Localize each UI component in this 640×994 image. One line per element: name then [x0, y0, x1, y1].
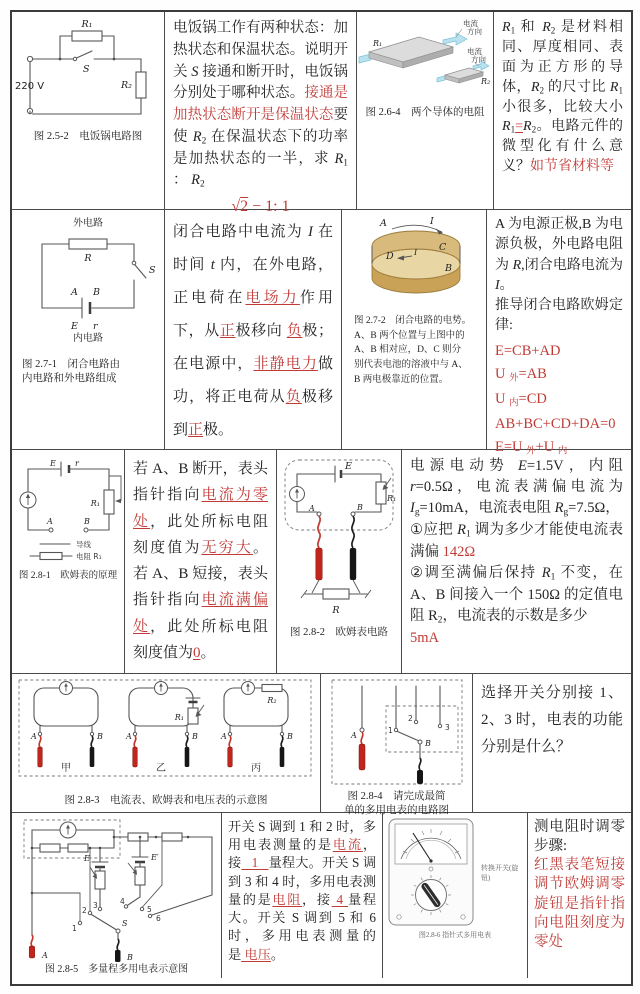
- internal-r-label: r: [75, 459, 79, 468]
- point-c-label: C: [439, 242, 447, 253]
- figure-caption: 图 2.7-1 闭合电路由 内电路和外电路组成: [22, 359, 120, 385]
- contact-2-label: 2: [81, 906, 87, 915]
- ohmmeter-circuit-diagram: [279, 454, 399, 624]
- cell-fig-2-6-4: [356, 12, 493, 209]
- legend-resistor-label: 电阻 R₁: [76, 552, 102, 561]
- red-probe: [29, 946, 35, 958]
- terminal-b-label: B: [357, 503, 363, 512]
- analog-multimeter-image: [385, 817, 477, 929]
- probe-jack: [461, 915, 465, 919]
- knob-side-label: 转换开关(旋钮): [481, 864, 519, 882]
- r1-label: R₁: [387, 494, 397, 503]
- point-a-label: A: [380, 218, 387, 229]
- probe-a-label: A: [41, 951, 48, 960]
- contact-1-label: 1: [71, 924, 77, 933]
- terminal-b-label: B: [84, 517, 90, 526]
- ohmmeter-problem-text: 电源电动势 E=1.5V，内阻 r=0.5Ω，电流表满偏电流为 Ig=10mA，电流表电阻 Rg=7.5Ω， ①应把 R1 调为多少才能使电流表满偏 142Ω ②调至满偏后保持 R1 不变，在 A、B 间接入一个 150Ω 的定值电阻 R2，电流表的示数是多少 5mA: [410, 458, 624, 647]
- emf-label: E: [345, 461, 352, 472]
- current-dir-label-2a: 电流: [467, 47, 482, 56]
- derivation-line-3: U 内=CD: [495, 391, 547, 409]
- point-d-label: D: [386, 251, 394, 262]
- cell-fig-2-8-4: [320, 674, 472, 817]
- r1-label: R₁: [90, 499, 100, 508]
- ohmmeter-scale-text: 若 A、B 断开，表头指针指向电流为零处，此处所标电阻刻度值为无穷大。若 A、B 短接，表头指针指向电流满偏处，此处所标电阻刻度值为0。: [133, 461, 268, 661]
- two-conductors-diagram: [359, 16, 491, 104]
- cell-fig-2-8-1: [12, 450, 124, 673]
- simple-multimeter-circuit-diagram: [329, 678, 465, 788]
- terminal-b-label: B: [93, 287, 100, 298]
- cell-closed-circuit-text: [164, 210, 341, 449]
- black-probe: [115, 950, 121, 962]
- cell-selector-question: [472, 674, 631, 812]
- unit-jia-label: 甲: [61, 763, 71, 774]
- outer-circuit-label: 外电路: [73, 218, 103, 229]
- cell-fig-2-7-1: [12, 210, 164, 449]
- probe-b-label: B: [126, 953, 133, 962]
- cell-conductors-question: [493, 12, 631, 209]
- battery-e-label: E: [83, 854, 90, 863]
- figure-caption: 图 2.8-4 请完成最简 单的多用电表的电路图: [344, 791, 449, 817]
- red-probe: [359, 744, 365, 770]
- emf-label: E: [71, 321, 78, 332]
- cell-fig-2-8-3: [12, 674, 320, 812]
- r2-label: R₂: [267, 696, 277, 705]
- cell-fig-2-5-2: [12, 12, 164, 209]
- cell-multimeter-switch-text: [221, 813, 382, 978]
- legend-wire-label: 导线: [76, 540, 91, 549]
- cell-cooker-question: [164, 12, 356, 215]
- terminal-a-label: A: [350, 731, 357, 740]
- cell-fig-2-7-2: [341, 210, 486, 449]
- terminal-b-label: B: [97, 732, 103, 741]
- terminal-a-label: A: [71, 287, 78, 298]
- cell-fig-2-8-5: [12, 813, 221, 978]
- contact-1-label: 1: [387, 726, 393, 735]
- derivation-line-2: U 外=AB: [495, 365, 547, 384]
- cell-ohmmeter-text: [124, 450, 276, 673]
- cooker-question-text: 电饭锅工作有两种状态：加热状态和保温状态。说明开关 S 接通和断开时，电饭锅分别处于哪种状态。接通是加热状态断开是保温状态要使 R2 在保温状态下的功率是加热状态的一半，求 R1 ： R2: [173, 20, 349, 190]
- unit-yi-label: 乙: [156, 763, 166, 774]
- r1-label: R₁: [373, 39, 383, 48]
- resistor-r-label: R: [84, 253, 92, 264]
- cell-fig-2-8-2: [276, 450, 401, 673]
- figure-caption: 图 2.8-2 欧姆表电路: [290, 627, 388, 638]
- contact-2-label: 2: [407, 714, 413, 723]
- current-i2-label: I: [414, 248, 418, 257]
- contact-3-label: 3: [92, 901, 98, 910]
- terminal-b-label: B: [192, 732, 198, 741]
- r1-label: R₁: [174, 713, 184, 722]
- current-dir-label-2b: 方向: [471, 55, 486, 64]
- closed-circuit-text: 闭合电路中电流为 I 在时间 t 内，在外电路，正电荷在电场力作用下，从正极移向 负极；在电源中，非静电力做功，将正电荷从负极移到正极。: [173, 224, 333, 438]
- inner-circuit-label: 内电路: [73, 333, 103, 344]
- contact-3-label: 3: [444, 723, 450, 732]
- derivation-line-5: E=U 外+U 内: [495, 439, 568, 457]
- derivation-intro: A 为电源正极,B 为电源负极，外电路电阻为 R,闭合电路电流为 I。 推导闭合电路欧姆定律:: [495, 217, 624, 334]
- contact-5-label: 5: [146, 905, 152, 914]
- probe-jack: [397, 915, 401, 919]
- contact-6-label: 6: [155, 914, 161, 923]
- derivation-line-4: AB+BC+CD+DA=0: [495, 416, 616, 433]
- cell-ohm-law-derivation: [486, 210, 631, 457]
- table-row: [12, 12, 631, 215]
- switch-label: S: [149, 265, 156, 276]
- terminal-a-label: A: [47, 517, 53, 526]
- point-b-label: B: [445, 263, 452, 274]
- notes-table: [10, 10, 633, 986]
- current-i-label: I: [430, 216, 434, 227]
- selector-question-text: 选择开关分别接 1、2、3 时，电表的功能分别是什么？: [481, 685, 623, 755]
- figure-caption: 图 2.5-2 电饭锅电路图: [33, 131, 143, 142]
- black-probe: [350, 548, 356, 580]
- switch-s-label: S: [121, 919, 127, 928]
- table-row: [12, 449, 631, 673]
- cell-fig-2-8-6: [382, 813, 527, 978]
- answer-formula: √2 − 1: 1: [231, 198, 290, 215]
- figure-caption: 图 2.6-4 两个导体的电阻: [365, 107, 485, 118]
- r2-label: R₂: [481, 77, 491, 86]
- conductors-question-text: R1 和 R2 是材料相同、厚度相同、表面为正方形的导体，R2 的尺寸比 R1 小很多，比较大小 R1=R2。电路元件的微型化有什么意义？如节省材料等: [502, 20, 624, 175]
- emf-label: E: [50, 459, 56, 468]
- figure-caption: 图 2.7-2 闭合电路的电势。 A、B 两个位置与上图中的 A、B 相对应，D、C 则分 别代表电池的溶液中与 A、 B 两电极靠近的位置。: [354, 316, 472, 385]
- switch-label: S: [83, 64, 90, 75]
- unit-bing-label: 丙: [251, 763, 261, 774]
- multimeter-switch-text: 开关 S 调到 1 和 2 时，多用电表测量的是电流，接 1 量程大。开关 S 调到 3 和 4 时，多用电表测量的是电阻，接 4 量程大。开关 S 调到 5 和 6 时，多用电表测量的是 电压。: [228, 819, 377, 962]
- voltage-label: 220 V: [15, 81, 45, 92]
- zero-adjust-steps-text: 红黑表笔短接调节欧姆调零旋钮是指针指向电阻刻度为零处: [534, 857, 625, 950]
- contact-4-label: 4: [119, 897, 125, 906]
- terminal-a-label: A: [309, 504, 315, 513]
- potential-cylinder-diagram: [346, 214, 482, 312]
- current-dir-label-1a: 电流: [463, 19, 478, 28]
- multirange-multimeter-diagram: [16, 817, 218, 963]
- meters-schematic-diagram: [16, 678, 316, 792]
- battery-e2-label: E′: [150, 853, 159, 862]
- table-row: [12, 812, 631, 978]
- figure-caption: 图 2.8-5 多量程多用电表示意图: [44, 964, 189, 975]
- figure-caption: 图 2.8-3 电流表、欧姆表和电压表的示意图: [64, 795, 268, 806]
- closed-circuit-diagram: [14, 214, 162, 344]
- internal-resistance-label: r: [93, 321, 98, 332]
- black-probe: [417, 770, 423, 784]
- terminal-a-label: A: [31, 732, 37, 741]
- cell-zero-adjust-steps: [527, 813, 631, 978]
- table-row: [12, 673, 631, 817]
- r2-label: R₂: [121, 80, 132, 91]
- ohmmeter-principle-diagram: [14, 454, 122, 568]
- red-probe: [316, 548, 322, 580]
- figure-caption: 图 2.8-1 欧姆表的原理: [18, 571, 118, 581]
- pivot-b-label: B: [424, 739, 431, 748]
- derivation-line-1: E=CB+AD: [495, 342, 561, 359]
- table-row: [12, 209, 631, 457]
- figure-caption: 图2.8-6 指针式多用电表: [418, 931, 492, 939]
- cell-ohmmeter-problem: [401, 450, 631, 673]
- r1-label: R₁: [81, 19, 93, 30]
- terminal-a-label: A: [221, 732, 227, 741]
- zero-adjust-title: 测电阻时调零步骤:: [534, 819, 625, 855]
- resistor-r-label: R: [332, 605, 340, 616]
- rice-cooker-circuit-diagram: [14, 16, 162, 128]
- terminal-a-label: A: [126, 732, 132, 741]
- terminal-b-label: B: [287, 732, 293, 741]
- current-dir-label-1b: 方向: [467, 27, 482, 36]
